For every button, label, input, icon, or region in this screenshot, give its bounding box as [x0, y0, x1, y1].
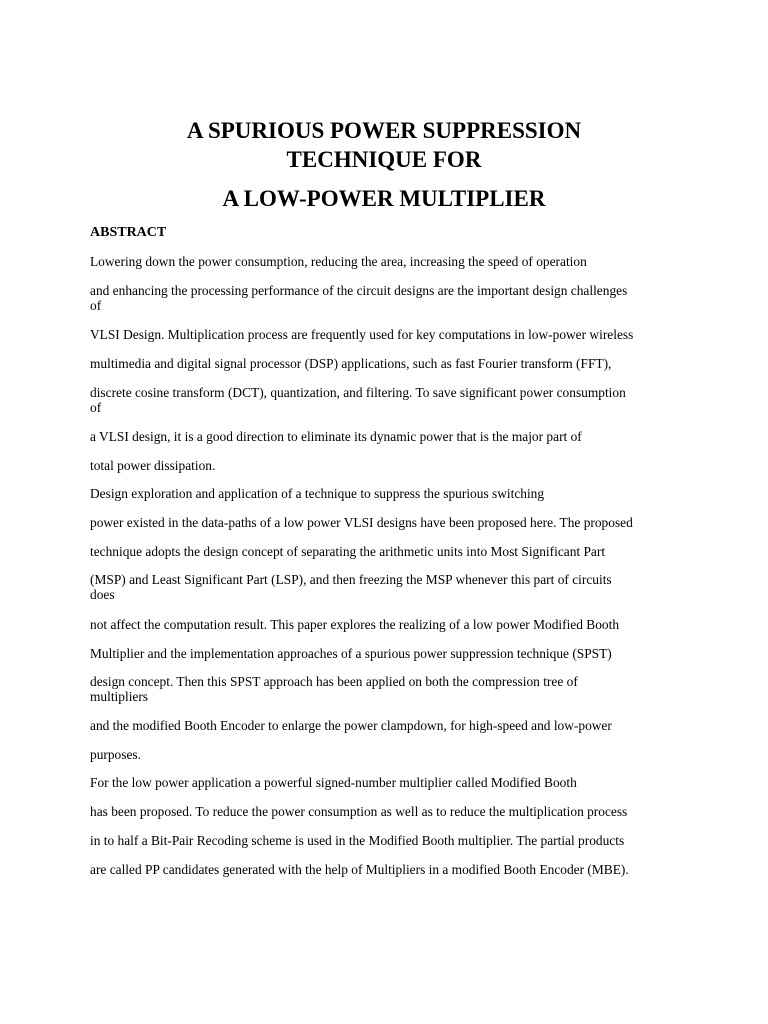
body-line: not affect the computation result. This paper explores the realizing of a low power Modified Booth: [90, 617, 620, 632]
body-line: total power dissipation.: [90, 458, 216, 473]
body-line: multimedia and digital signal processor (DSP) applications, such as fast Fourier transform (FFT),: [90, 356, 612, 371]
body-line: purposes.: [90, 747, 141, 762]
body-line: of: [90, 400, 102, 415]
body-line: power existed in the data-paths of a low power VLSI designs have been proposed here. The proposed: [90, 515, 633, 530]
body-line: of: [90, 298, 102, 313]
body-line: in to half a Bit-Pair Recoding scheme is used in the Modified Booth multiplier. The partial products: [90, 833, 625, 848]
title-line-2: TECHNIQUE FOR: [286, 147, 482, 172]
body-line: are called PP candidates generated with the help of Multipliers in a modified Booth Encoder (MBE).: [90, 862, 629, 877]
body-line: and the modified Booth Encoder to enlarge the power clampdown, for high-speed and low-power: [90, 718, 612, 733]
body-line: a VLSI design, it is a good direction to eliminate its dynamic power that is the major part of: [90, 429, 582, 444]
body-line: Lowering down the power consumption, reducing the area, increasing the speed of operation: [90, 254, 587, 269]
body-line: does: [90, 587, 115, 602]
body-line: technique adopts the design concept of separating the arithmetic units into Most Significant Part: [90, 544, 606, 559]
body-line: multipliers: [90, 689, 149, 704]
body-line: VLSI Design. Multiplication process are frequently used for key computations in low-power wireless: [90, 327, 634, 342]
abstract-heading: ABSTRACT: [90, 225, 167, 240]
body-line: Design exploration and application of a technique to suppress the spurious switching: [90, 486, 545, 501]
title-line-3: A LOW-POWER MULTIPLIER: [222, 186, 546, 211]
title-line-1: A SPURIOUS POWER SUPPRESSION: [186, 118, 582, 143]
body-line: design concept. Then this SPST approach has been applied on both the compression tree of: [90, 674, 578, 689]
body-line: has been proposed. To reduce the power consumption as well as to reduce the multiplication process: [90, 804, 628, 819]
body-line: For the low power application a powerful signed-number multiplier called Modified Booth: [90, 775, 577, 790]
body-line: discrete cosine transform (DCT), quantization, and filtering. To save significant power consumption: [90, 385, 626, 400]
body-line: Multiplier and the implementation approaches of a spurious power suppression technique (SPST): [90, 646, 612, 661]
body-line: and enhancing the processing performance of the circuit designs are the important design challenges: [90, 283, 628, 298]
body-line: (MSP) and Least Significant Part (LSP), and then freezing the MSP whenever this part of circuits: [90, 572, 612, 587]
